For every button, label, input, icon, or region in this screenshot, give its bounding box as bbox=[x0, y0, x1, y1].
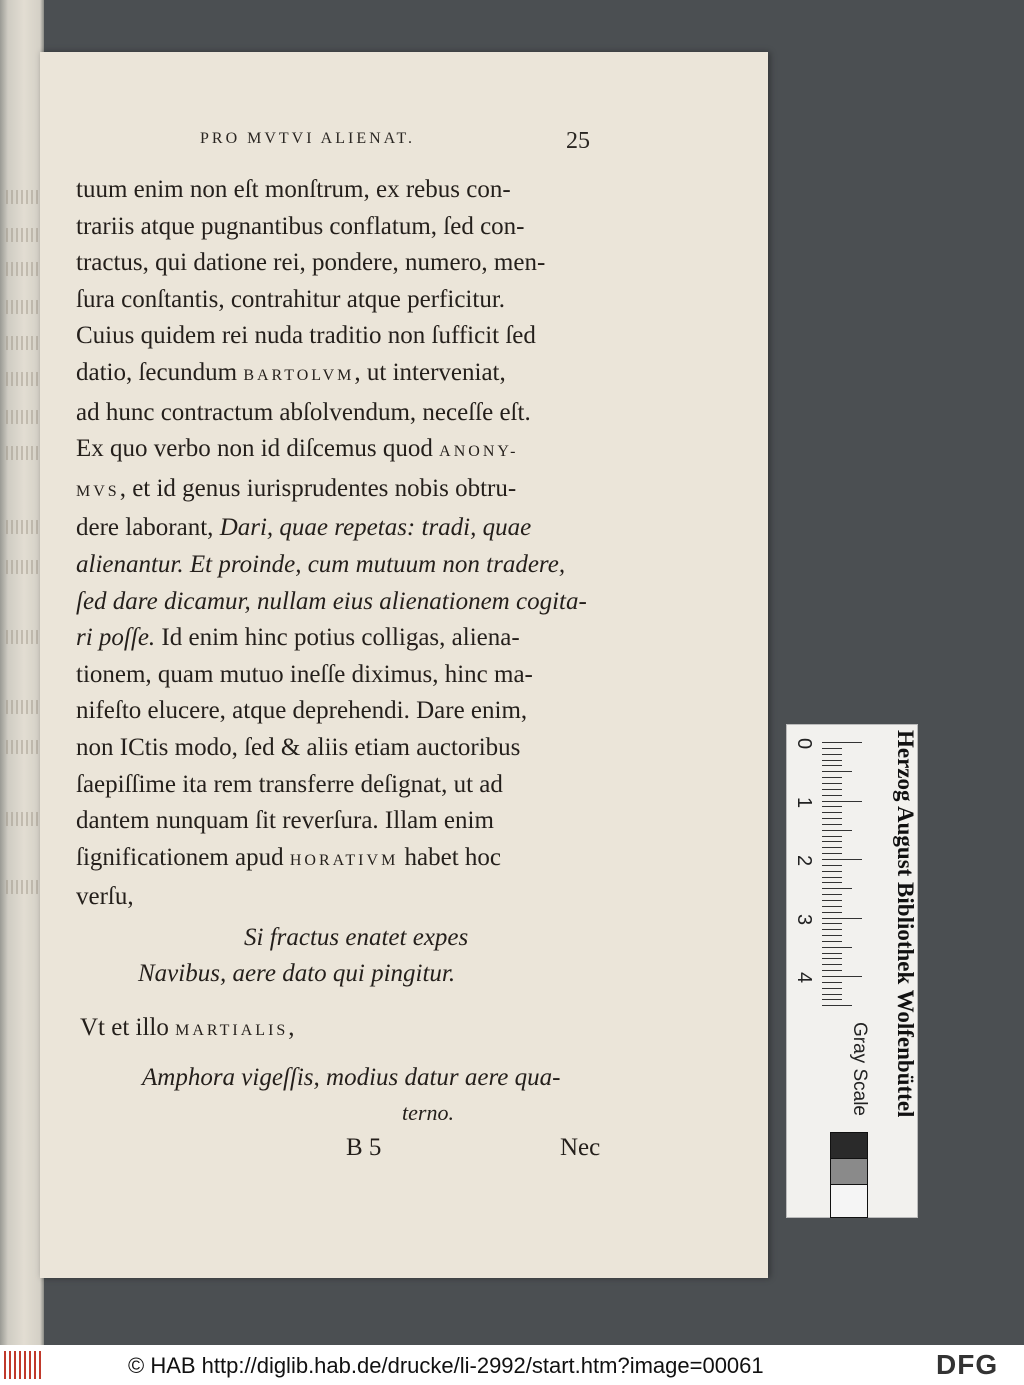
ruler-tick bbox=[822, 982, 842, 983]
text-segment: ſaepiſſime ita rem transferre deſignat, ut ad bbox=[76, 770, 503, 798]
ruler-tick bbox=[822, 748, 842, 749]
text-line-content bbox=[76, 318, 536, 355]
martialis-comma: , bbox=[288, 1014, 295, 1041]
text-segment: , et id genus iurisprudentes nobis obtru- bbox=[119, 474, 517, 502]
ruler-tick bbox=[822, 859, 862, 860]
ruler-tick bbox=[822, 742, 862, 743]
ruler bbox=[793, 730, 866, 1020]
text-line bbox=[76, 318, 604, 355]
text-line-content bbox=[76, 172, 511, 209]
ruler-tick bbox=[822, 935, 842, 936]
text-line bbox=[76, 620, 604, 657]
text-segment: Cuius quidem rei nuda traditio non ſufficit ſed bbox=[76, 322, 536, 350]
ruler-tick bbox=[822, 871, 842, 872]
text-line bbox=[76, 431, 604, 471]
text-line-content bbox=[76, 245, 545, 282]
text-segment: Id enim hinc potius colligas, aliena- bbox=[155, 624, 520, 652]
ruler-tick bbox=[822, 877, 842, 878]
text-line-content bbox=[76, 547, 565, 584]
catchword: Nec bbox=[560, 1134, 601, 1161]
text-segment: trariis atque pugnantibus conflatum, ſed con- bbox=[76, 212, 525, 240]
text-line bbox=[76, 730, 604, 767]
text-segment: Dari, quae repetas: tradi, quae bbox=[219, 514, 532, 542]
martialis-intro-line bbox=[80, 1014, 295, 1042]
ruler-tick bbox=[822, 888, 852, 889]
text-segment: , ut interveniat, bbox=[354, 358, 506, 386]
text-line-content bbox=[76, 620, 520, 657]
text-line bbox=[76, 547, 604, 584]
text-line-content bbox=[76, 584, 587, 621]
text-segment: tractus, qui datione rei, pondere, numero, men- bbox=[76, 249, 546, 277]
text-segment: verſu, bbox=[76, 883, 134, 911]
hab-logo-icon bbox=[4, 1351, 42, 1379]
ruler-tick bbox=[822, 789, 842, 790]
ruler-tick bbox=[822, 947, 852, 948]
text-line bbox=[76, 282, 604, 319]
text-segment: nifeſto elucere, atque deprehendi. Dare enim, bbox=[76, 697, 528, 725]
text-segment: ri poſſe. bbox=[76, 624, 156, 652]
ruler-tick bbox=[822, 812, 842, 813]
ruler-tick bbox=[822, 847, 842, 848]
text-line-content bbox=[76, 767, 503, 804]
text-segment: tuum enim non eſt monſtrum, ex rebus con- bbox=[76, 176, 511, 203]
text-line-content bbox=[76, 431, 518, 471]
page-number: 25 bbox=[566, 128, 590, 154]
ruler-number: 4 bbox=[793, 971, 816, 984]
text-line-content bbox=[76, 693, 527, 730]
text-line bbox=[76, 471, 604, 511]
text-line bbox=[76, 245, 604, 282]
text-line-content bbox=[76, 879, 134, 916]
text-segment: ſignificationem apud bbox=[76, 843, 290, 871]
signature-mark: B 5 bbox=[346, 1134, 382, 1161]
ruler-tick bbox=[822, 1005, 852, 1006]
ruler-tick bbox=[822, 754, 842, 755]
text-segment: datio, ſecundum bbox=[76, 358, 244, 386]
verse-horace-line-2: Navibus, aere dato qui pingitur. bbox=[138, 960, 456, 987]
text-line bbox=[76, 395, 604, 432]
ruler-tick bbox=[822, 765, 842, 766]
ruler-tick bbox=[822, 900, 842, 901]
scale-title: Herzog August Bibliothek Wolfenbüttel bbox=[893, 730, 918, 1118]
ruler-tick bbox=[822, 865, 842, 866]
ruler-tick bbox=[822, 795, 842, 796]
body-text bbox=[76, 172, 604, 916]
adjacent-page-edge bbox=[0, 0, 44, 1345]
ruler-tick bbox=[822, 801, 862, 802]
ruler-tick bbox=[822, 923, 842, 924]
text-segment: HORATIVM bbox=[289, 851, 399, 869]
ruler-tick bbox=[822, 912, 842, 913]
ruler-number: 2 bbox=[793, 854, 816, 867]
text-line bbox=[76, 879, 604, 916]
text-segment: Ex quo verbo non id diſcemus quod bbox=[76, 435, 440, 463]
text-line bbox=[76, 209, 604, 246]
ruler-tick bbox=[822, 894, 842, 895]
text-line-content bbox=[76, 282, 505, 319]
text-line bbox=[76, 584, 604, 621]
ruler-tick bbox=[822, 999, 842, 1000]
text-line bbox=[76, 840, 604, 880]
ruler-tick bbox=[822, 958, 842, 959]
text-line bbox=[76, 657, 604, 694]
ruler-tick bbox=[822, 964, 842, 965]
text-line bbox=[76, 803, 604, 840]
text-segment: ad hunc contractum abſolvendum, neceſſe eſt. bbox=[76, 398, 531, 426]
text-line bbox=[76, 693, 604, 730]
text-line-content bbox=[76, 657, 533, 694]
ruler-tick bbox=[822, 988, 842, 989]
verse-martial-line-2: terno. bbox=[402, 1100, 454, 1125]
gray-swatch-light bbox=[830, 1184, 868, 1218]
text-line-content bbox=[76, 840, 501, 880]
ruler-tick bbox=[822, 906, 842, 907]
ruler-tick bbox=[822, 929, 842, 930]
footer-bar bbox=[0, 1345, 1024, 1385]
text-segment: ANONY- bbox=[439, 443, 519, 461]
text-segment: alienantur. Et proinde, cum mutuum non tradere, bbox=[76, 550, 566, 578]
text-line-content bbox=[76, 209, 525, 246]
ruler-tick bbox=[822, 841, 842, 842]
dfg-logo: DFG bbox=[936, 1349, 999, 1380]
text-segment: ſed dare dicamur, nullam eius alienationem cogita- bbox=[76, 587, 587, 615]
text-segment: dantem nunquam ſit reverſura. Illam enim bbox=[76, 807, 494, 835]
ruler-tick bbox=[822, 941, 842, 942]
ruler-number: 0 bbox=[793, 737, 816, 750]
text-segment: non ICtis modo, ſed & aliis etiam auctoribus bbox=[76, 733, 521, 761]
text-line bbox=[76, 355, 604, 395]
text-segment: habet hoc bbox=[398, 843, 502, 871]
text-segment: MVS bbox=[76, 482, 120, 500]
footer-copyright: © HAB http://diglib.hab.de/drucke/li-2992/start.htm?image=00061 bbox=[128, 1353, 764, 1378]
text-segment: dere laborant, bbox=[76, 514, 220, 542]
ruler-tick bbox=[822, 806, 842, 807]
ruler-tick bbox=[822, 824, 842, 825]
ruler-number: 3 bbox=[793, 913, 816, 925]
ruler-tick bbox=[822, 994, 842, 995]
running-head: PRO MVTVI ALIENAT. bbox=[200, 130, 416, 147]
text-segment: tionem, quam mutuo ineſſe diximus, hinc ma- bbox=[76, 660, 533, 688]
gray-scale-label: Gray Scale bbox=[849, 1022, 870, 1116]
text-line bbox=[76, 172, 604, 209]
verse-horace-line-1: Si fractus enatet expes bbox=[244, 924, 469, 951]
martialis-name: MARTIALIS bbox=[175, 1022, 289, 1039]
ruler-tick bbox=[822, 783, 842, 784]
ruler-tick bbox=[822, 882, 842, 883]
text-line-content bbox=[76, 510, 531, 547]
ruler-tick bbox=[822, 853, 842, 854]
ruler-tick bbox=[822, 777, 842, 778]
text-line-content bbox=[76, 471, 516, 511]
text-segment: ſura conſtantis, contrahitur atque perficitur. bbox=[76, 285, 506, 313]
ruler-tick bbox=[822, 976, 862, 977]
ruler-tick bbox=[822, 918, 862, 919]
text-line-content bbox=[76, 803, 494, 840]
ruler-tick bbox=[822, 836, 842, 837]
text-line-content bbox=[76, 730, 520, 767]
martialis-intro: Vt et illo bbox=[80, 1014, 169, 1041]
ruler-tick bbox=[822, 760, 842, 761]
ruler-tick bbox=[822, 970, 842, 971]
text-segment: BARTOLVM bbox=[243, 366, 355, 384]
ruler-tick bbox=[822, 830, 852, 831]
ruler-tick bbox=[822, 953, 842, 954]
text-line bbox=[76, 767, 604, 804]
ruler-number: 1 bbox=[793, 796, 816, 808]
text-line bbox=[76, 510, 604, 547]
text-line-content bbox=[76, 395, 531, 432]
ruler-tick bbox=[822, 771, 852, 772]
ruler-tick bbox=[822, 818, 842, 819]
text-line-content bbox=[76, 355, 506, 395]
verse-martial-line-1: Amphora vigeſſis, modius datur aere qua- bbox=[142, 1064, 561, 1091]
